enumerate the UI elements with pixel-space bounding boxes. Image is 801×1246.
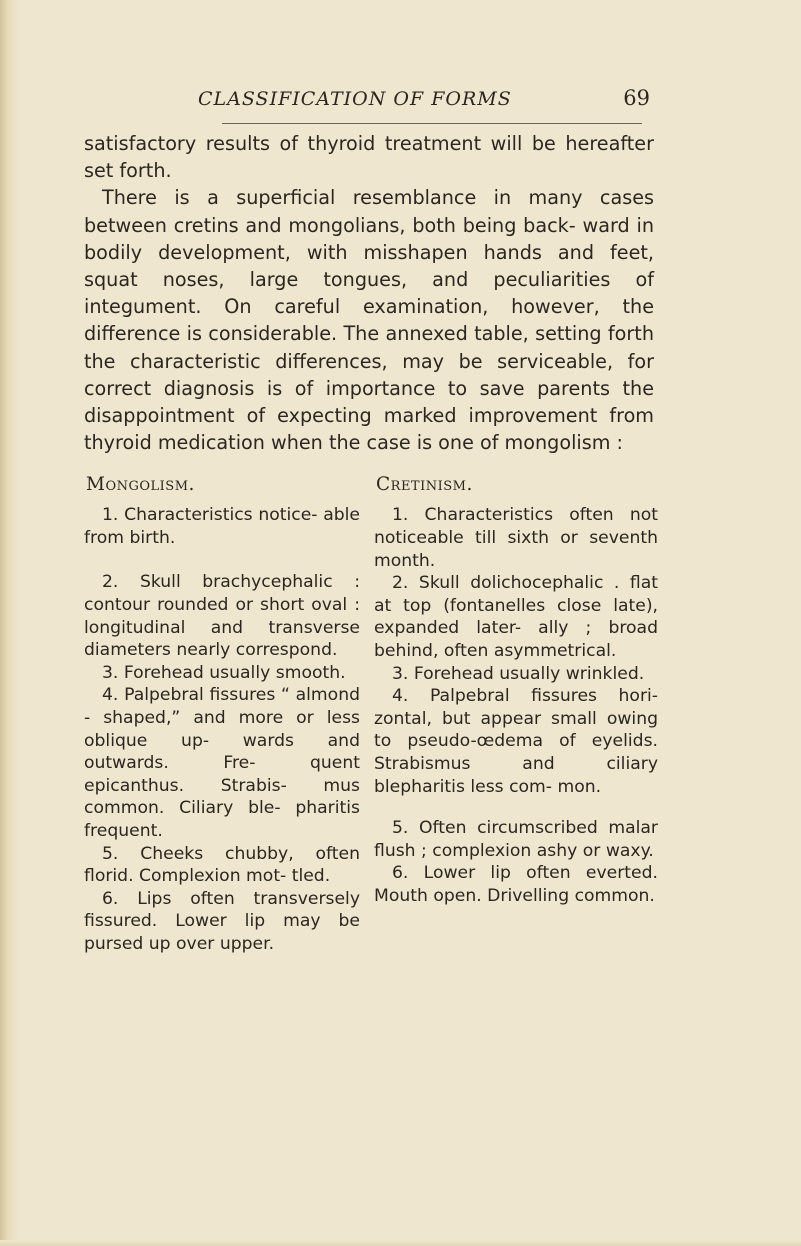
intro-paragraph-1: satisfactory results of thyroid treatment will be hereafter set forth. bbox=[84, 132, 654, 183]
running-head bbox=[84, 84, 654, 128]
page-binding-shadow bbox=[0, 0, 18, 1246]
mongolism-item-2: 2. Skull brachycephalic : contour rounded or short oval : longitudinal and transverse diameters nearly correspond. bbox=[84, 572, 360, 661]
cretinism-item-6: 6. Lower lip often everted. Mouth open. Drivelling common. bbox=[374, 863, 658, 906]
page-number: 69 bbox=[623, 86, 650, 110]
mongolism-column bbox=[84, 474, 360, 955]
header-rule bbox=[222, 123, 642, 124]
cretinism-item-4: 4. Palpebral fissures hori- zontal, but appear small owing to pseudo-œdema of eyelids. Strabismus and ciliary blepharitis less com- mon. bbox=[374, 686, 658, 797]
mongolism-item-3: 3. Forehead usually smooth. bbox=[102, 662, 346, 683]
cretinism-column bbox=[374, 474, 658, 907]
mongolism-item-4: 4. Palpebral fissures “ almond - shaped,” and more or less oblique up- wards and outwards. Fre- quent epicanthus. Strabis- mus common. Ciliary ble- pharitis frequent. bbox=[84, 685, 360, 841]
page-bottom-edge bbox=[0, 1240, 801, 1246]
mongolism-item-6: 6. Lips often transversely fissured. Lower lip may be pursed up over upper. bbox=[84, 888, 360, 954]
running-head-title: CLASSIFICATION OF FORMS bbox=[198, 88, 512, 110]
intro-paragraph-2: There is a superficial resemblance in many cases between cretins and mongolians, both being back- ward in bodily development, with misshapen hands and feet, squat noses, large tongues, and peculiarities of integument. On careful examination, however, the difference is considerable. The annexed table, setting forth the characteristic differences, may be serviceable, for correct diagnosis is of importance to save parents the disappointment of expecting marked improvement from thyroid medication when the case is one of mongolism : bbox=[84, 186, 654, 455]
cretinism-item-2: 2. Skull dolichocephalic . flat at top (fontanelles close late), expanded later- ally ; broad behind, often asymmetrical. bbox=[374, 573, 658, 661]
cretinism-item-3: 3. Forehead usually wrinkled. bbox=[392, 663, 645, 684]
cretinism-item-5: 5. Often circumscribed malar flush ; complexion ashy or waxy. bbox=[374, 818, 658, 861]
book-page bbox=[84, 84, 658, 954]
cretinism-item-1: 1. Characteristics often not noticeable till sixth or seventh month. bbox=[374, 505, 658, 571]
mongolism-item-5: 5. Cheeks chubby, often florid. Complexion mot- tled. bbox=[84, 843, 360, 887]
mongolism-heading: Mongolism. bbox=[86, 474, 195, 496]
cretinism-heading: Cretinism. bbox=[376, 474, 473, 496]
mongolism-item-1: 1. Characteristics notice- able from birth. bbox=[84, 505, 360, 549]
